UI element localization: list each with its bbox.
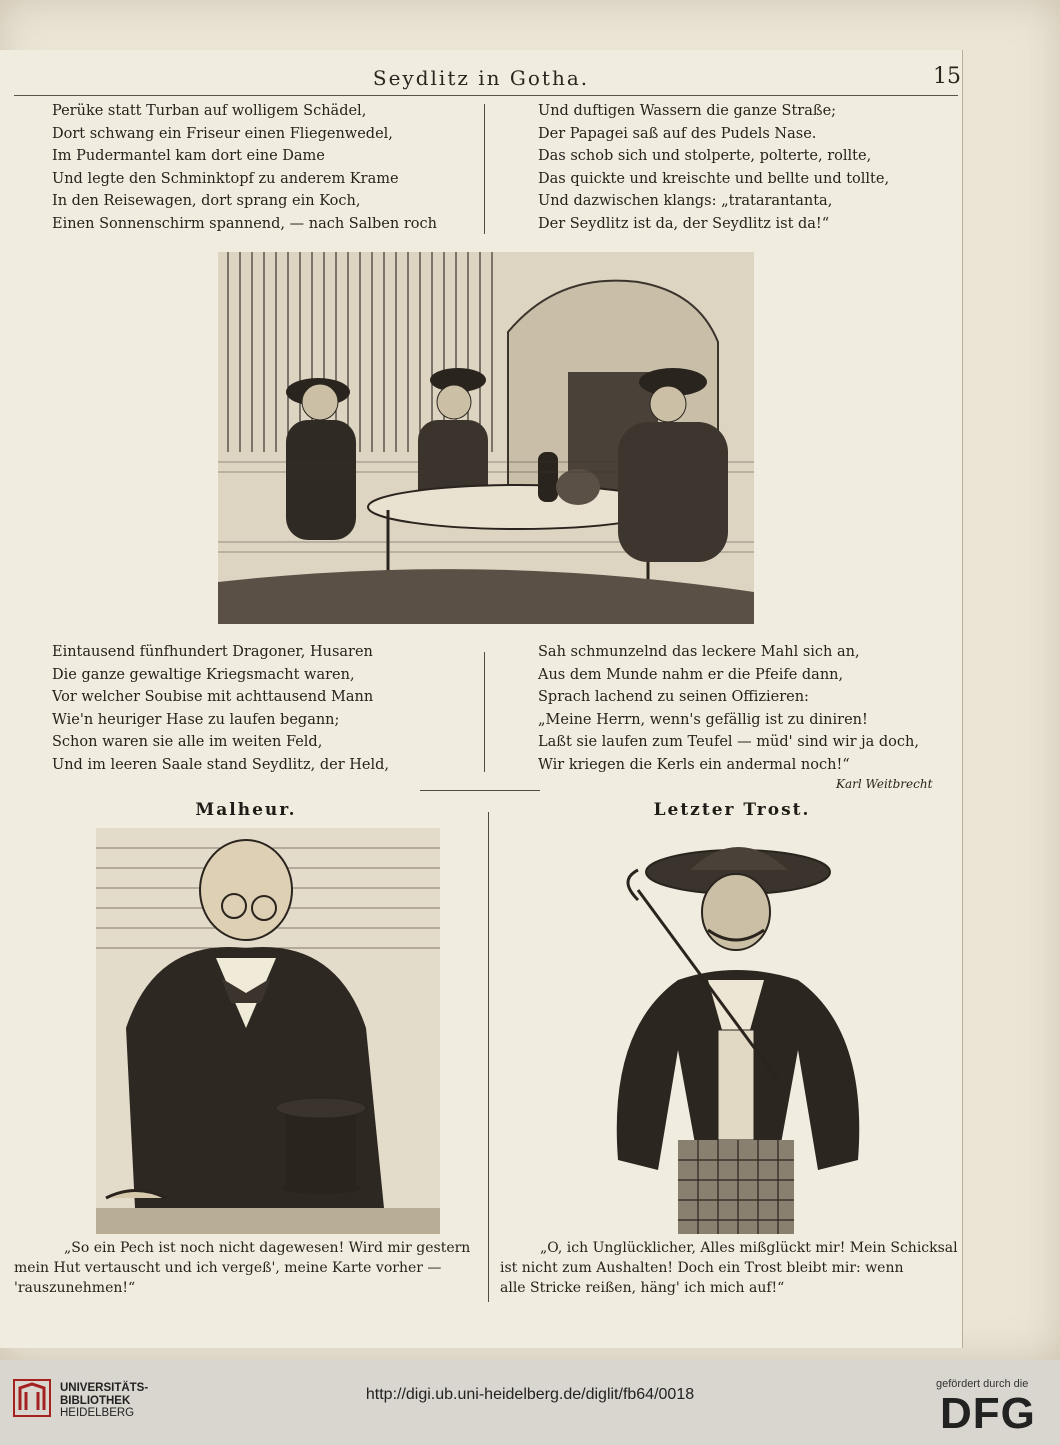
poem-bottom-right-column — [538, 641, 919, 777]
cartoon-right-title: Letzter Trost. — [653, 800, 811, 820]
cartoon-right-caption — [500, 1238, 962, 1298]
verse-line: Schon waren sie alle im weiten Feld, — [52, 734, 323, 751]
poem-author: Karl Weitbrecht — [836, 777, 933, 791]
caption-line: „So ein Pech ist noch nicht dagewesen! Wird mir gestern — [64, 1240, 471, 1256]
poem-top-right-column — [538, 100, 889, 236]
section-rule — [420, 790, 540, 791]
verse-line: Der Seydlitz ist da, der Seydlitz ist da!“ — [538, 215, 830, 232]
header-rule — [14, 95, 958, 96]
cartoon-left-title: Malheur. — [195, 800, 297, 820]
verse-line: „Meine Herrn, wenn's gefällig ist zu diniren! — [538, 711, 868, 728]
illustration-tavern-scene — [218, 252, 754, 624]
verse-line: Dort schwang ein Friseur einen Fliegenwedel, — [52, 125, 393, 142]
verse-line: Und legte den Schminktopf zu anderem Krame — [52, 170, 399, 187]
verse-line: Der Papagei saß auf des Pudels Nase. — [538, 125, 817, 142]
library-line: UNIVERSITÄTS- — [60, 1382, 149, 1394]
verse-line: Wir kriegen die Kerls ein andermal noch!“ — [538, 756, 850, 773]
verse-line: Wie'n heuriger Hase zu laufen begann; — [52, 711, 340, 728]
verse-line: Die ganze gewaltige Kriegsmacht waren, — [52, 666, 355, 683]
verse-line: Sah schmunzelnd das leckere Mahl sich an, — [538, 644, 860, 660]
column-divider — [484, 652, 485, 772]
dfg-logo: DFG — [940, 1389, 1036, 1438]
caption-line: mein Hut vertauscht und ich vergeß', meine Karte vorher — — [14, 1260, 442, 1276]
verse-line: Und dazwischen klangs: „tratarantanta, — [538, 193, 833, 210]
verse-line: Perüke statt Turban auf wolligem Schädel, — [52, 103, 367, 119]
verse-line: Einen Sonnenschirm spannend, — nach Salben roch — [52, 215, 437, 232]
cartoon-left-caption — [14, 1238, 478, 1298]
verse-line: Vor welcher Soubise mit achttausend Mann — [52, 689, 374, 706]
cartoon-divider — [488, 812, 489, 1302]
caption-line: alle Stricke reißen, häng' ich mich auf!“ — [500, 1280, 785, 1296]
page-number: 15 — [933, 64, 961, 89]
running-title: Seydlitz in Gotha. — [372, 66, 590, 90]
verse-line: Im Pudermantel kam dort eine Dame — [52, 148, 325, 165]
funding-label: gefördert durch die — [936, 1378, 1029, 1390]
poem-top-left-column — [52, 100, 437, 236]
library-line: BIBLIOTHEK — [60, 1394, 131, 1407]
illustration-letzter-trost — [578, 830, 896, 1234]
illustration-malheur — [96, 828, 440, 1234]
verse-line: Und im leeren Saale stand Seydlitz, der Held, — [52, 756, 390, 773]
library-line: HEIDELBERG — [60, 1407, 135, 1419]
verse-line: Laßt sie laufen zum Teufel — müd' sind wir ja doch, — [538, 734, 919, 751]
source-url-link[interactable]: http://digi.ub.uni-heidelberg.de/diglit/fb64/0018 — [365, 1386, 695, 1403]
caption-line: 'rauszunehmen!“ — [14, 1280, 136, 1296]
verse-line: Eintausend fünfhundert Dragoner, Husaren — [52, 644, 373, 660]
verse-line: Aus dem Munde nahm er die Pfeife dann, — [538, 666, 844, 683]
caption-line: ist nicht zum Aushalten! Doch ein Trost bleibt mir: wenn — [500, 1260, 904, 1276]
verse-line: In den Reisewagen, dort sprang ein Koch, — [52, 193, 361, 210]
verse-line: Das schob sich und stolperte, polterte, rollte, — [538, 148, 872, 165]
verse-line: Und duftigen Wassern die ganze Straße; — [538, 103, 837, 119]
column-divider — [484, 104, 485, 234]
verse-line: Sprach lachend zu seinen Offizieren: — [538, 689, 809, 706]
verse-line: Das quickte und kreischte und bellte und tollte, — [538, 170, 890, 187]
poem-bottom-left-column — [52, 641, 389, 777]
caption-line: „O, ich Unglücklicher, Alles mißglückt mir! Mein Schicksal — [540, 1240, 958, 1256]
